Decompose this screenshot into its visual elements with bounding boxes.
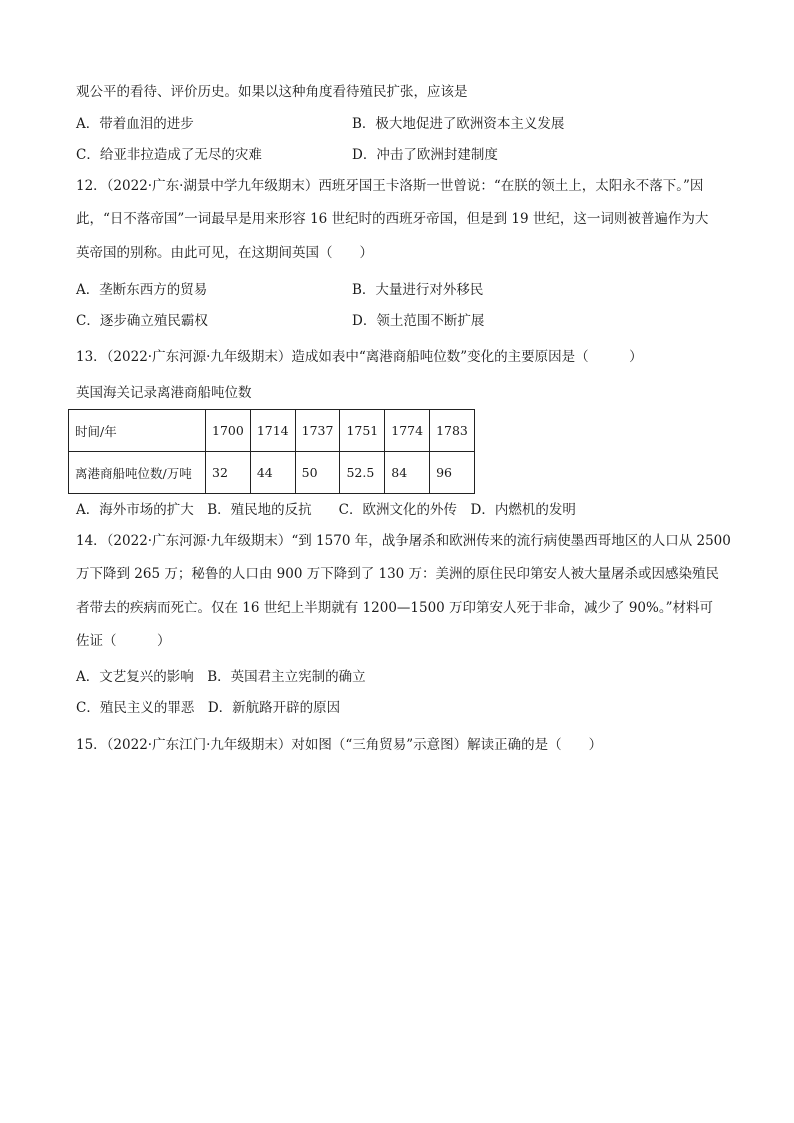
table-cell: 1714: [250, 410, 295, 452]
q12-option-b[interactable]: B．大量进行对外移民: [352, 282, 484, 298]
table-cell: 96: [430, 452, 475, 494]
table-row: [69, 410, 475, 452]
q14-options-ab[interactable]: A．文艺复兴的影响 B．英国君主立宪制的确立: [76, 669, 366, 685]
table-cell: 1774: [385, 410, 430, 452]
q14-stem-line-4: 佐证（ ）: [76, 633, 171, 649]
table-cell: 1737: [295, 410, 340, 452]
table-header-cell: 时间/年: [69, 410, 206, 452]
q11-stem-tail: 观公平的看待、评价历史。如果以这种角度看待殖民扩张，应该是: [76, 84, 468, 100]
q11-option-d[interactable]: D．冲击了欧洲封建制度: [352, 147, 498, 163]
q11-option-a[interactable]: A．带着血泪的进步: [76, 116, 194, 132]
q12-stem-line-3: 英帝国的别称。由此可见，在这期间英国（ ）: [76, 245, 373, 261]
q12-option-a[interactable]: A．垄断东西方的贸易: [76, 282, 208, 298]
q11-option-c[interactable]: C．给亚非拉造成了无尽的灾难: [76, 147, 262, 163]
q12-option-d[interactable]: D．领土范围不断扩展: [352, 313, 485, 329]
q14-stem-line-2: 万下降到 265 万；秘鲁的人口由 900 万下降到了 130 万：美洲的原住民印第安人被大量屠杀或因感染殖民: [76, 566, 720, 582]
table-cell: 44: [250, 452, 295, 494]
q14-options-cd[interactable]: C．殖民主义的罪恶 D．新航路开辟的原因: [76, 700, 341, 716]
table-cell: 32: [206, 452, 251, 494]
q13-options[interactable]: A．海外市场的扩大 B．殖民地的反抗 C．欧洲文化的外传 D．内燃机的发明: [76, 502, 576, 518]
table-caption: 英国海关记录离港商船吨位数: [76, 385, 252, 401]
q12-option-c[interactable]: C．逐步确立殖民霸权: [76, 313, 208, 329]
table-row: [69, 452, 475, 494]
q14-stem-line-3: 者带去的疾病而死亡。仅在 16 世纪上半期就有 1200—1500 万印第安人死于非命，减少了 90%。”材料可: [76, 600, 714, 616]
q12-stem-line-1: 12．（2022·广东·湖景中学九年级期末）西班牙国王卡洛斯一世曾说：“在朕的领土上，太阳永不落下。”因: [76, 178, 704, 194]
table-cell: 1751: [340, 410, 385, 452]
q15-stem: 15．（2022·广东江门·九年级期末）对如图（“三角贸易”示意图）解读正确的是（ ）: [76, 737, 603, 753]
q11-option-b[interactable]: B．极大地促进了欧洲资本主义发展: [352, 116, 565, 132]
table-cell: 52.5: [340, 452, 385, 494]
table-cell: 1700: [206, 410, 251, 452]
tonnage-table: [68, 409, 475, 494]
table-cell: 1783: [430, 410, 475, 452]
table-header-cell: 离港商船吨位数/万吨: [69, 452, 206, 494]
q12-stem-line-2: 此，“日不落帝国”一词最早是用来形容 16 世纪时的西班牙帝国，但是到 19 世纪，这一词则被普遍作为大: [76, 211, 709, 227]
q14-stem-line-1: 14．（2022·广东河源·九年级期末）“到 1570 年，战争屠杀和欧洲传来的流行病使墨西哥地区的人口从 2500: [76, 533, 731, 549]
q13-stem: 13．（2022·广东河源·九年级期末）造成如表中“离港商船吨位数”变化的主要原因是（ ）: [76, 349, 643, 365]
table-cell: 84: [385, 452, 430, 494]
table-cell: 50: [295, 452, 340, 494]
